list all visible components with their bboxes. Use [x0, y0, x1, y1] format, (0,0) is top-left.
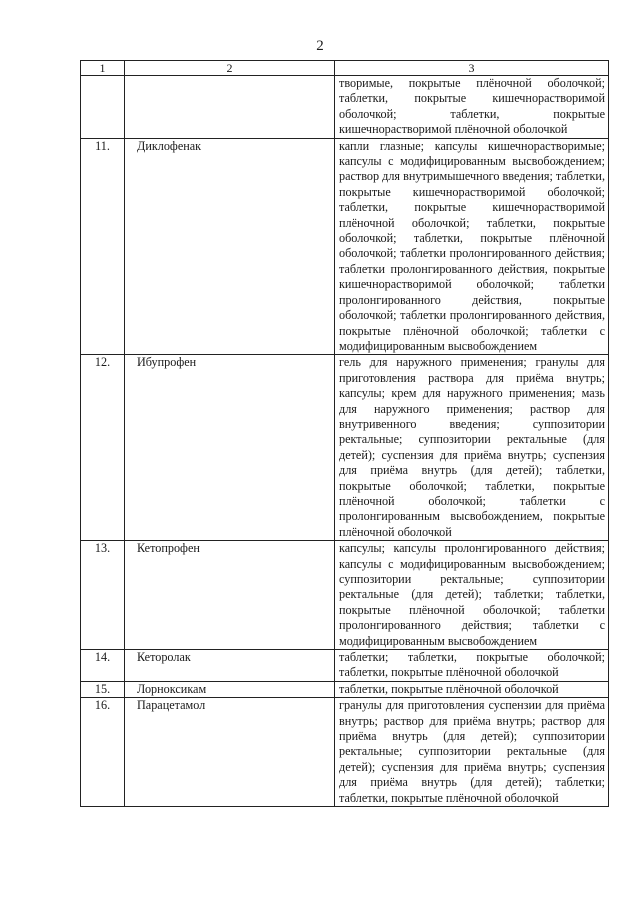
drug-name-cell — [125, 76, 335, 139]
column-header-name: 2 — [125, 61, 335, 76]
row-number-cell: 11. — [81, 138, 125, 355]
drug-name-cell: Диклофенак — [125, 138, 335, 355]
table-row — [81, 681, 609, 697]
table-row — [81, 698, 609, 807]
drug-name-cell: Кеторолак — [125, 650, 335, 682]
table-row — [81, 541, 609, 650]
drug-table — [80, 60, 609, 807]
row-number-cell: 12. — [81, 355, 125, 541]
row-number-cell: 13. — [81, 541, 125, 650]
drug-name-cell: Парацетамол — [125, 698, 335, 807]
drug-name-cell: Ибупрофен — [125, 355, 335, 541]
table-row — [81, 355, 609, 541]
dosage-forms-cell: творимые, покрытые плёночной оболочкой; таблетки, покрытые кишечнорастворимой оболочкой; таблетки, покрытые кишечнорастворимой плёночной оболочкой — [335, 76, 609, 139]
column-header-forms: 3 — [335, 61, 609, 76]
table-header-row — [81, 61, 609, 76]
drug-name-cell: Лорноксикам — [125, 681, 335, 697]
dosage-forms-cell: таблетки; таблетки, покрытые оболочкой; таблетки, покрытые плёночной оболочкой — [335, 650, 609, 682]
row-number-cell: 14. — [81, 650, 125, 682]
dosage-forms-cell: капсулы; капсулы пролонгированного действия; капсулы с модифицированным высвобождением; суппозитории ректальные; суппозитории ректальные (для детей); таблетки; таблетки, покрытые плёночной оболочкой; таблетки пролонгированного действия; таблетки с модифицированным высвобождением — [335, 541, 609, 650]
page-number: 2 — [316, 38, 324, 54]
drug-name-cell: Кетопрофен — [125, 541, 335, 650]
dosage-forms-cell: гель для наружного применения; гранулы для приготовления раствора для приёма внутрь; капсулы; крем для наружного применения; мазь для наружного применения; раствор для внутривенного введения; суппозитории ректальные; суппозитории ректальные (для детей); суспензия для приёма внутрь; суспензия для приёма внутрь (для детей); таблетки, покрытые оболочкой; таблетки, покрытые плёночной оболочкой; таблетки с пролонгированным высвобождением, покрытые плёночной оболочкой — [335, 355, 609, 541]
dosage-forms-cell: гранулы для приготовления суспензии для приёма внутрь; раствор для приёма внутрь; раствор для приёма внутрь (для детей); суппозитории ректальные; суппозитории ректальные (для детей); суспензия для приёма внутрь; суспензия для приёма внутрь (для детей); таблетки; таблетки, покрытые плёночной оболочкой — [335, 698, 609, 807]
row-number-cell: 15. — [81, 681, 125, 697]
dosage-forms-cell: таблетки, покрытые плёночной оболочкой — [335, 681, 609, 697]
row-number-cell — [81, 76, 125, 139]
dosage-forms-cell: капли глазные; капсулы кишечнорастворимые; капсулы с модифицированным высвобождением; раствор для внутримышечного введения; таблетки, покрытые кишечнорастворимой оболочкой; таблетки, покрытые кишечнорастворимой плёночной оболочкой; таблетки, покрытые оболочкой; таблетки, покрытые плёночной оболочкой; таблетки пролонгированного действия; таблетки пролонгированного действия, покрытые кишечнорастворимой оболочкой; таблетки пролонгированного действия, покрытые оболочкой; таблетки пролонгированного действия, покрытые плёночной оболочкой; таблетки с модифицированным высвобождением — [335, 138, 609, 355]
column-header-number: 1 — [81, 61, 125, 76]
row-number-cell: 16. — [81, 698, 125, 807]
table-row-continuation — [81, 76, 609, 139]
table-row — [81, 138, 609, 355]
table-row — [81, 650, 609, 682]
